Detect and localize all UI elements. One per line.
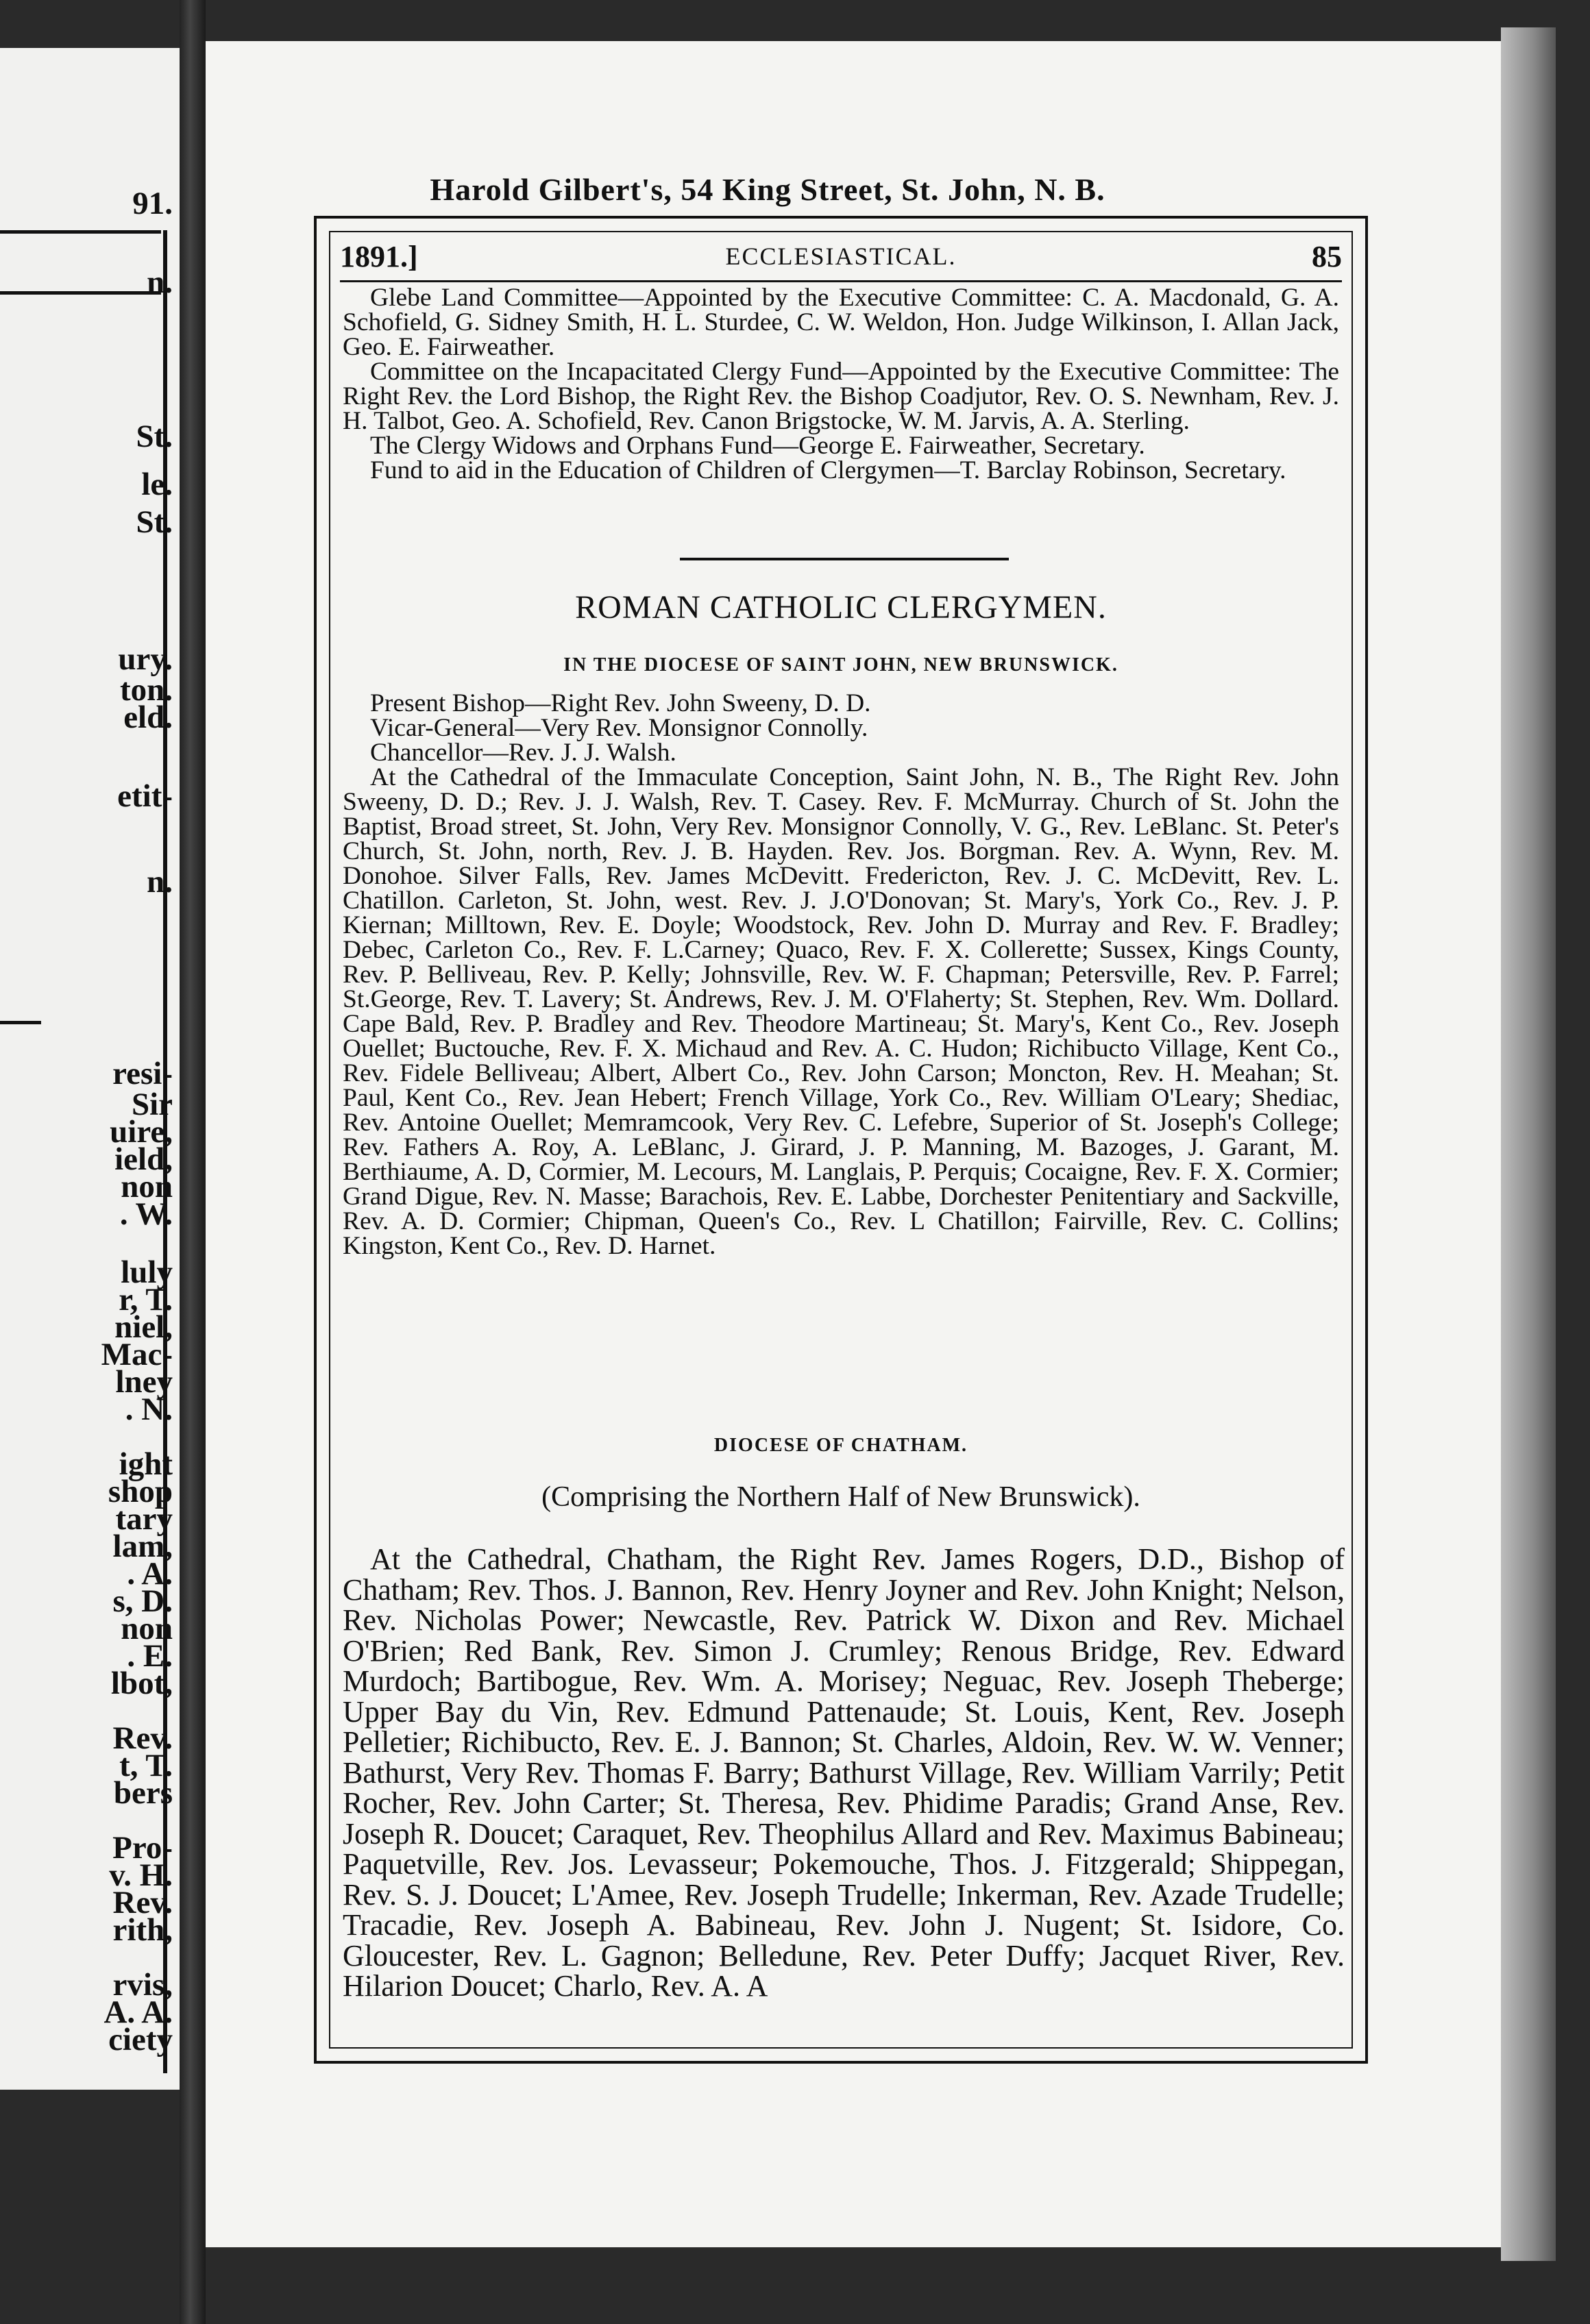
- header-page-number: 85: [1312, 240, 1342, 273]
- left-page-rule: [0, 291, 161, 295]
- left-page-text-fragment: t, T.: [119, 1748, 173, 1783]
- left-page-text-fragment: luly: [121, 1254, 173, 1290]
- left-page-text-fragment: niel,: [114, 1309, 173, 1345]
- parish-listing: At the Cathedral of the Immaculate Conception, Saint John, N. B., The Right Rev. John Sweeny, D. D.; Rev. J. J. Walsh, Rev. T. Casey. Rev. F. McMurray. Church of St. John the Baptist, Broad street, St. John, Very Rev. Monsignor Connolly, V. G., Rev. LeBlanc. St. Peter's Church, St. John, north, Rev. J. B. Hayden. Rev. Jos. Borgman. Rev. A. Wynn, Rev. M. Donohoe. Silver Falls, Rev. James McDevitt. Fredericton, Rev. J. C. McDevitt, Rev. L. Chatillon. Carleton, St. John, west. Rev. J. J.O'Donovan; St. Mary's, York Co., Rev. J. P. Kiernan; Milltown, Rev. E. Doyle; Woodstock, Rev. John D. Murray and Rev. F. Bradley; Debec, Carleton Co., Rev. F. L.Carney; Quaco, Rev. F. X. Collerette; Sussex, Kings County, Rev. P. Belliveau, Rev. P. Kelly; Johnsville, Rev. W. F. Chapman; Petersville, Rev. P. Farrel; St.George, Rev. T. Lavery; St. Andrews, Rev. J. M. O'Flaherty; St. Stephen, Rev. Wm. Dollard. Cape Bald, Rev. P. Bradley and Rev. Theodore Martineau; St. Mary's, Kent Co., Rev. Joseph Ouellet; Buctouche, Rev. F. X. Michaud and Rev. A. C. Hudon; Richibucto Village, Kent Co., Rev. Fidele Belliveau; Albert, Albert Co., Rev. John Carson; Moncton, Rev. H. Meahan; St. Paul, Kent Co., Rev. Jean Hebert; French Village, York Co., Rev. William O'Leary; Shediac, Rev. Antoine Ouellet; Memramcook, Very Rev. C. Lefebre, Superior of St. Joseph's College; Rev. Fathers A. Roy, A. LeBlanc, J. Girard, J. P. Manning, M. Bazoges, J. Garant, M. Berthiaume, A. D, Cormier, M. Lecours, M. Langlais, P. Perquis; Cocaigne, Rev. F. X. Cormier; Grand Digue, Rev. N. Masse; Barachois, Rev. E. Labbe, Dorchester Penitentiary and Sackville, Rev. A. D. Cormier; Chipman, Queen's Co., Rev. L Chatillon; Fairville, Rev. C. Collins; Kingston, Kent Co., Rev. D. Harnet.: [343, 763, 1339, 1260]
- left-page-text-fragment: etit-: [117, 778, 173, 814]
- left-page-text-fragment: shop: [108, 1474, 173, 1509]
- header-year: 1891.]: [340, 240, 418, 273]
- page-header: [340, 239, 1342, 280]
- left-page-text-fragment: ight: [119, 1446, 173, 1482]
- officer-line: Present Bishop—Right Rev. John Sweeny, D. D.: [370, 689, 871, 717]
- chatham-diocese-text: [343, 1544, 1345, 2002]
- left-page-text-fragment: ield,: [114, 1141, 173, 1177]
- left-page-text-fragment: ciety: [108, 2022, 173, 2057]
- left-page-text-fragment: . A.: [127, 1556, 173, 1592]
- left-page-text-fragment: lney: [115, 1364, 173, 1400]
- paragraph: The Clergy Widows and Orphans Fund—George E. Fairweather, Secretary.: [370, 432, 1145, 460]
- left-page-short-rule: [0, 1021, 41, 1024]
- left-page-text-fragment: rvis,: [112, 1967, 173, 2003]
- left-page-text-fragment: s, D.: [112, 1583, 173, 1619]
- saint-john-diocese-text: [343, 691, 1339, 1259]
- page-frame: [314, 216, 1368, 2064]
- left-page-text-fragment: rith,: [112, 1912, 173, 1948]
- left-page-text-fragment: uire,: [110, 1114, 173, 1150]
- paragraph: Fund to aid in the Education of Children of Clergymen—T. Barclay Robinson, Secretary.: [370, 456, 1286, 484]
- left-page-text-fragment: 91.: [132, 186, 173, 221]
- left-page-text-fragment: Mac-: [101, 1337, 173, 1372]
- left-page-text-fragment: Pro-: [112, 1830, 173, 1866]
- left-page-text-fragment: eld.: [123, 700, 173, 735]
- left-page-rule: [0, 230, 161, 234]
- left-page-text-fragment: v. H.: [109, 1857, 173, 1893]
- left-page-text-fragment: . N.: [125, 1392, 173, 1427]
- left-page-text-fragment: non: [121, 1169, 173, 1204]
- officer-line: Chancellor—Rev. J. J. Walsh.: [370, 739, 676, 767]
- left-page-text-fragment: ury.: [118, 641, 173, 677]
- left-page-text-fragment: tary: [115, 1501, 173, 1537]
- left-page-text-fragment: Sir: [131, 1087, 173, 1122]
- left-page-text-fragment: non: [121, 1611, 173, 1646]
- left-page-text-fragment: lam,: [112, 1529, 173, 1564]
- paragraph: Glebe Land Committee—Appointed by the Executive Committee: C. A. Macdonald, G. A. Schofield, G. Sidney Smith, H. L. Sturdee, C. W. Weldon, Hon. Judge Wilkinson, I. Allan Jack, Geo. E. Fairweather.: [343, 284, 1339, 361]
- left-page-text-fragment: . W.: [119, 1196, 173, 1232]
- book-spine: [180, 0, 206, 2324]
- section-divider: [680, 558, 1009, 560]
- header-rule: [340, 280, 1342, 282]
- left-page-text-fragment: resi-: [112, 1056, 173, 1091]
- left-page-text-fragment: lbot,: [110, 1666, 173, 1701]
- left-page-text-fragment: bers: [113, 1775, 173, 1811]
- left-page-text-fragment: St.: [136, 419, 173, 454]
- left-page-text-fragment: le.: [141, 467, 173, 502]
- left-page-text-fragment: Rev.: [112, 1885, 173, 1920]
- left-page-text-fragment: A. A.: [103, 1994, 173, 2030]
- running-head: Harold Gilbert's, 54 King Street, St. John, N. B.: [430, 172, 1105, 207]
- left-page-text-fragment: St.: [136, 504, 173, 540]
- left-page-text-fragment: n.: [147, 264, 173, 300]
- officer-line: Vicar-General—Very Rev. Monsignor Connolly.: [370, 714, 868, 742]
- rc-section-title: ROMAN CATHOLIC CLERGYMEN.: [575, 589, 1107, 626]
- left-page-fragment: [0, 48, 184, 2090]
- left-page-text-fragment: n.: [147, 864, 173, 900]
- header-section: ECCLESIASTICAL.: [725, 243, 957, 270]
- saint-john-diocese-heading: IN THE DIOCESE OF SAINT JOHN, NEW BRUNSWICK.: [563, 654, 1118, 676]
- chatham-diocese-heading: DIOCESE OF CHATHAM.: [713, 1435, 968, 1456]
- paragraph: Committee on the Incapacitated Clergy Fund—Appointed by the Executive Committee: The Right Rev. the Lord Bishop, the Right Rev. the Bishop Coadjutor, Rev. O. S. Newnham, Rev. J. H. Talbot, Geo. A. Schofield, Rev. Canon Brigstocke, W. M. Jarvis, A. A. Sterling.: [343, 358, 1339, 435]
- parish-listing: At the Cathedral, Chatham, the Right Rev. James Rogers, D.D., Bishop of Chatham; Rev. Thos. J. Bannon, Rev. Henry Joyner and Rev. John Knight; Nelson, Rev. Nicholas Power; Newcastle, Rev. Patrick W. Dixon and Rev. Michael O'Brien; Red Bank, Rev. Simon J. Crumley; Renous Bridge, Rev. Edward Murdoch; Bartibogue, Rev. Wm. A. Morisey; Neguac, Rev. Joseph Theberge; Upper Bay du Vin, Rev. Edmund Pattenaude; St. Louis, Kent, Rev. Joseph Pelletier; Richibucto, Rev. E. J. Bannon; St. Charles, Aldoin, Rev. W. W. Venner; Bathurst, Very Rev. Thomas F. Barry; Bathurst Village, Rev. William Varrily; Petit Rocher, Rev. John Carter; St. Theresa, Rev. Phidime Paradis; Grand Anse, Rev. Joseph R. Doucet; Caraquet, Rev. Theophilus Allard and Rev. Maximus Babineau; Paquetville, Rev. Jos. Levasseur; Pokemouche, Thos. J. Fitzgerald; Shippegan, Rev. S. J. Doucet; L'Amee, Rev. Joseph Trudelle; Inkerman, Rev. Azade Trudelle; Tracadie, Rev. Joseph A. Babineau, Rev. John J. Nugent; St. Isidore, Co. Gloucester, Rev. L. Gagnon; Belledune, Rev. Peter Duffy; Jacquet River, Rev. Hilarion Doucet; Charlo, Rev. A. A: [343, 1542, 1345, 2003]
- left-page-text-fragment: r, T.: [119, 1282, 173, 1318]
- left-page-text-fragment: Rev.: [112, 1720, 173, 1756]
- page-edge: [1501, 27, 1556, 2261]
- chatham-diocese-note: (Comprising the Northern Half of New Brunswick).: [541, 1481, 1140, 1513]
- anglican-committees: [343, 286, 1339, 483]
- left-page-text-fragment: . E.: [127, 1638, 173, 1674]
- left-page-text-fragment: ton.: [119, 672, 173, 708]
